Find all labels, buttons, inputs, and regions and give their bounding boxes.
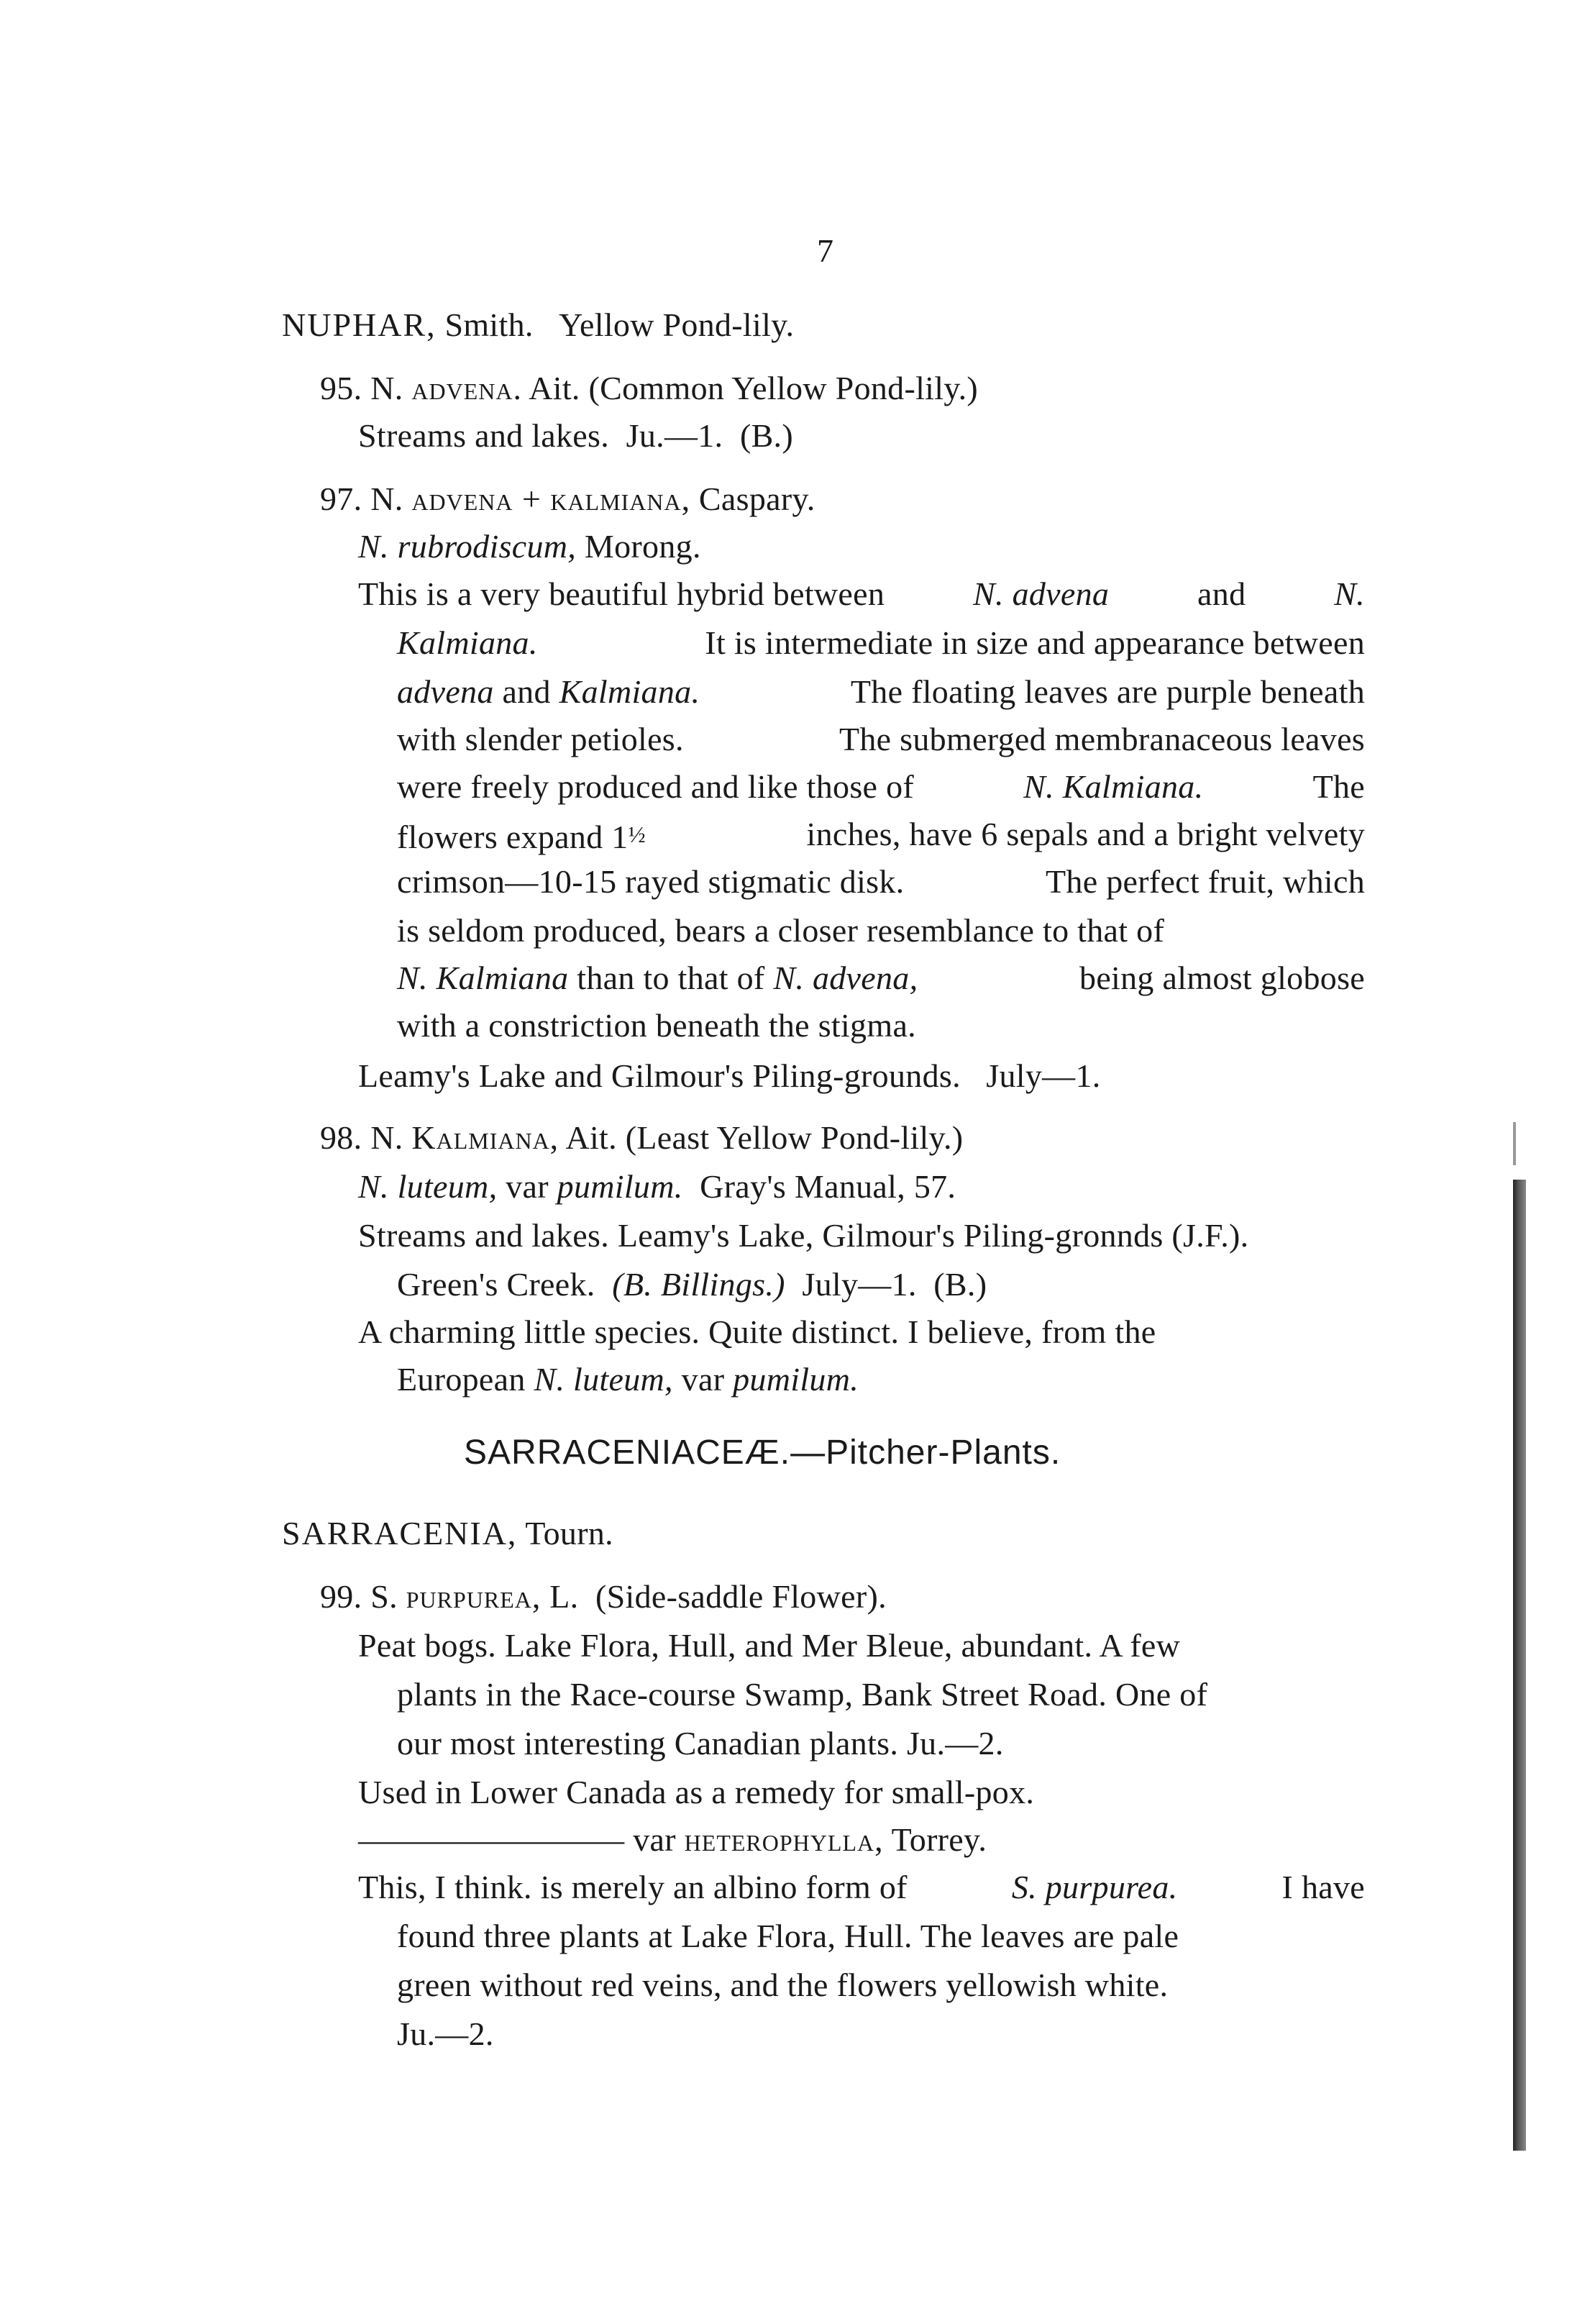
desc-fraction: ½: [628, 821, 646, 847]
desc-text: The perfect fruit, which: [1046, 863, 1365, 900]
habitat-text: plants in the Race-course Swamp, Bank Street Road. One of: [397, 1676, 1208, 1713]
species-use: [358, 1771, 1034, 1814]
desc-text: and: [502, 673, 551, 710]
note-text: Ju.—2.: [397, 2015, 494, 2052]
use-text: Used in Lower Canada as a remedy for small-pox.: [358, 1774, 1035, 1810]
flowering-time: Ju.—1.: [626, 417, 723, 454]
genus-heading-nuphar: [282, 304, 794, 347]
description-line: [397, 957, 1365, 1000]
desc-text: than to that of: [577, 960, 765, 996]
species-number: 99.: [320, 1578, 362, 1615]
species-common-name: (Side-saddle Flower).: [595, 1578, 887, 1615]
description-line: [397, 860, 1365, 903]
description-line: [397, 1004, 916, 1047]
desc-text: with a constriction beneath the stigma.: [397, 1007, 916, 1044]
note-text: A charming little species. Quite distinct. I believe, from the: [358, 1313, 1156, 1350]
variety-note: [358, 1866, 1365, 1909]
description-line: [397, 909, 1365, 952]
description-line: [397, 718, 1365, 761]
collector: (B. Billings.): [612, 1266, 785, 1303]
species-genus-abbr: N.: [370, 1119, 403, 1156]
reference: (B.): [739, 417, 793, 454]
habitat-text: Peat bogs. Lake Flora, Hull, and Mer Bleue, abundant. A few: [358, 1627, 1181, 1664]
desc-text: and: [1197, 575, 1246, 612]
synonym-name: N. luteum,: [358, 1168, 498, 1205]
variety-entry: [358, 1818, 987, 1862]
species-number: 95.: [320, 370, 362, 406]
var-label: var: [633, 1821, 676, 1858]
species-entry-97: [320, 478, 815, 521]
genus-name: NUPHAR,: [282, 306, 437, 343]
species-common-name: (Least Yellow Pond-lily.): [625, 1119, 964, 1156]
desc-text: The submerged membranaceous leaves: [838, 721, 1365, 757]
description-line: [397, 621, 1365, 665]
species-entry-99: [320, 1575, 887, 1618]
species-habitat: [358, 414, 793, 457]
synonym-name: N. rubrodiscum,: [358, 528, 577, 565]
species-author: Ait.: [529, 370, 580, 406]
species-habitat: [397, 1673, 1365, 1716]
species-epithet: advena.: [411, 370, 522, 406]
manual-reference: Gray's Manual, 57.: [700, 1168, 956, 1205]
species-habitat: [397, 1263, 987, 1306]
family-name: SARRACENIACEÆ.: [464, 1434, 791, 1472]
species-locality: [358, 1054, 1101, 1098]
reference: (B.): [933, 1266, 987, 1303]
note-text: European: [397, 1361, 526, 1398]
family-heading: [464, 1433, 1061, 1472]
page-number: 7: [817, 232, 833, 269]
habitat-text: Green's Creek.: [397, 1266, 595, 1303]
desc-taxon: advena: [397, 673, 494, 710]
synonym-author: Morong.: [584, 528, 701, 565]
note-text: This, I think. is merely an albino form of: [358, 1869, 908, 1905]
species-epithet: Kalmiana,: [411, 1119, 559, 1156]
family-common-name: —Pitcher-Plants.: [790, 1434, 1061, 1472]
genus-name: SARRACENIA,: [282, 1515, 518, 1551]
desc-text: This is a very beautiful hybrid between: [358, 575, 885, 612]
var-name: pumilum.: [733, 1361, 859, 1398]
desc-text: crimson—10-15 rayed stigmatic disk.: [397, 863, 905, 900]
ditto-dash: ————————: [358, 1821, 625, 1858]
species-synonym: [358, 525, 701, 568]
desc-text: The: [1312, 768, 1365, 805]
desc-text: It is intermediate in size and appearance between: [705, 624, 1365, 661]
desc-text: inches, have 6 sepals and a bright velvety: [806, 816, 1365, 852]
habitat-text: our most interesting Canadian plants. Ju.—2.: [397, 1725, 1004, 1762]
desc-text: being almost globose: [1079, 960, 1365, 996]
desc-taxon: N. advena: [973, 575, 1110, 612]
variety-note: [397, 2013, 494, 2056]
genus-author: Smith.: [444, 306, 534, 343]
species-author: Caspary.: [698, 480, 815, 517]
note-text: I have: [1281, 1869, 1365, 1905]
desc-taxon: N. Kalmiana: [397, 960, 569, 996]
desc-taxon: Kalmiana.: [559, 673, 700, 710]
species-entry-98: [320, 1116, 963, 1159]
flowering-time: July—1.: [986, 1057, 1101, 1094]
note-taxon: N. luteum,: [534, 1361, 673, 1398]
description-line: [358, 573, 1365, 616]
desc-text: with slender petioles.: [397, 721, 684, 757]
species-number: 98.: [320, 1119, 362, 1156]
species-note: [397, 1358, 859, 1401]
description-line: [397, 670, 1365, 714]
genus-common-name: Yellow Pond-lily.: [559, 306, 795, 343]
species-genus-abbr: S.: [370, 1578, 398, 1615]
desc-text: were freely produced and like those of: [397, 768, 914, 805]
description-line: [397, 813, 1365, 859]
desc-taxon: Kalmiana.: [397, 624, 538, 661]
species-number: 97.: [320, 480, 362, 517]
species-common-name: (Common Yellow Pond-lily.): [588, 370, 979, 406]
genus-heading-sarracenia: [282, 1512, 613, 1555]
species-author: Ait.: [565, 1119, 617, 1156]
desc-taxon: N. advena,: [773, 960, 918, 996]
locality-text: Leamy's Lake and Gilmour's Piling-grounds.: [358, 1057, 961, 1094]
desc-text: flowers expand 1: [397, 819, 629, 855]
species-genus-abbr: N.: [370, 370, 403, 406]
var-name: heterophylla,: [684, 1821, 884, 1858]
var-name: pumilum.: [557, 1168, 683, 1205]
note-text: found three plants at Lake Flora, Hull. The leaves are pale: [397, 1918, 1179, 1954]
desc-taxon: N.: [1334, 575, 1365, 612]
var-label: var: [506, 1168, 549, 1205]
note-taxon: S. purpurea.: [1011, 1869, 1178, 1905]
species-genus-abbr: N.: [370, 480, 403, 517]
desc-text: is seldom produced, bears a closer resemblance to that of: [397, 912, 1165, 949]
habitat-text: Streams and lakes. Leamy's Lake, Gilmour's Piling-gronnds (J.F.).: [358, 1217, 1249, 1254]
species-habitat: [358, 1214, 1248, 1257]
variety-note: [397, 1915, 1365, 1958]
species-epithet: purpurea,: [406, 1578, 541, 1615]
page-edge-mark: [1513, 1180, 1526, 2151]
var-author: Torrey.: [891, 1821, 987, 1858]
desc-text: The floating leaves are purple beneath: [850, 673, 1365, 710]
species-habitat: [358, 1624, 1365, 1667]
species-synonym: [358, 1165, 956, 1208]
genus-author: Tourn.: [525, 1515, 613, 1551]
page-edge-mark: [1513, 1122, 1516, 1165]
var-label: var: [681, 1361, 725, 1398]
description-line: [397, 765, 1365, 808]
species-habitat: [397, 1722, 1004, 1765]
variety-note: [397, 1964, 1365, 2007]
species-entry-95: [320, 367, 978, 410]
flowering-time: July—1.: [802, 1266, 917, 1303]
habitat-text: Streams and lakes.: [358, 417, 610, 454]
desc-taxon: N. Kalmiana.: [1023, 768, 1204, 805]
species-author: L.: [549, 1578, 579, 1615]
species-epithet: advena + kalmiana,: [411, 480, 691, 517]
species-note: [358, 1311, 1365, 1354]
note-text: green without red veins, and the flowers yellowish white.: [397, 1967, 1169, 2003]
